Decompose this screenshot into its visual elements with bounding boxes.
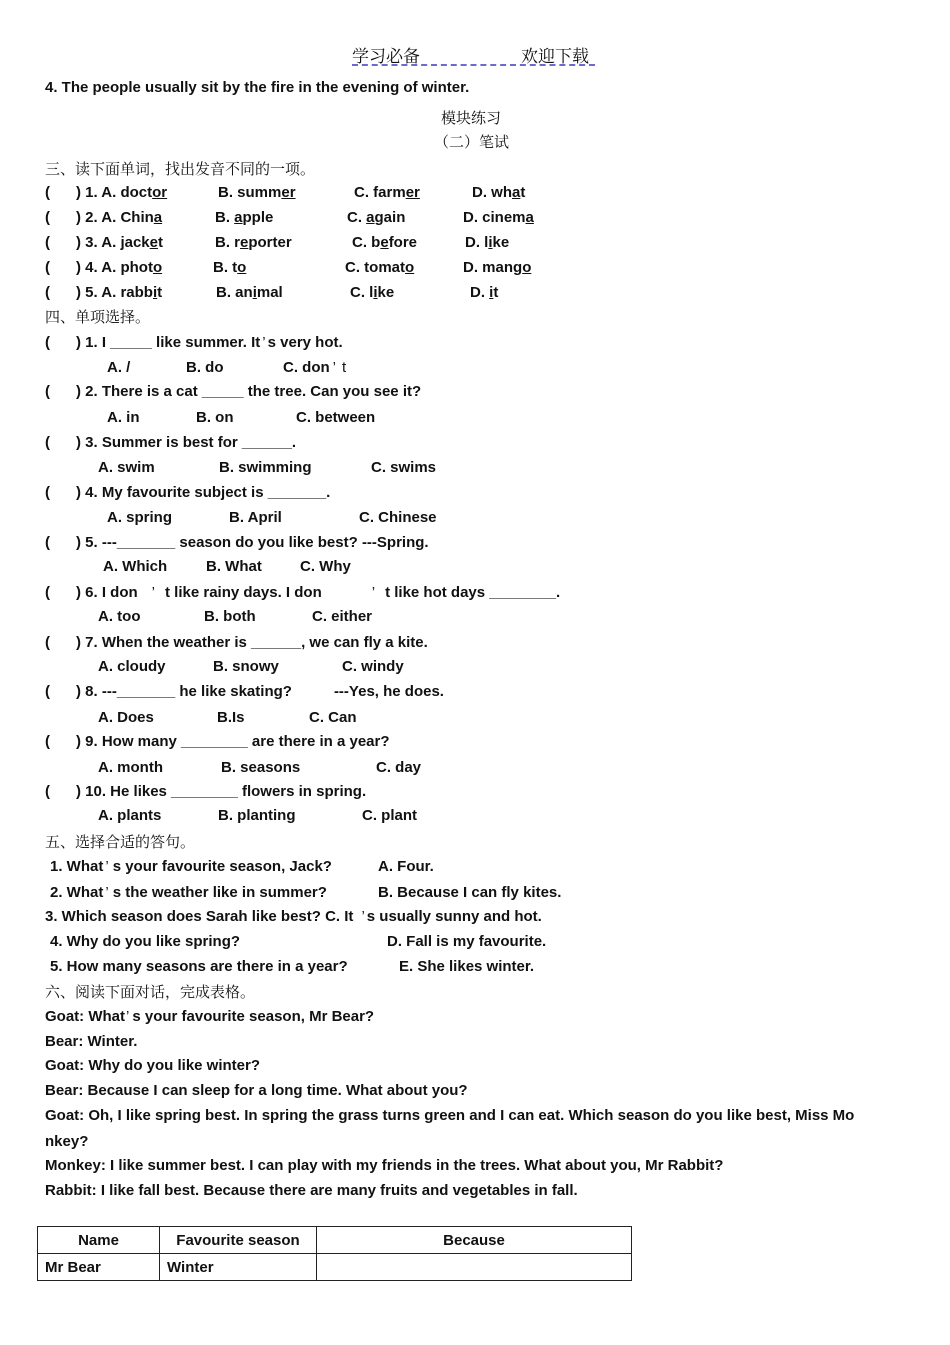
dialogue-line: Goat: Oh, I like spring best. In spring the grass turns green and I can eat. Which season do you like best, Miss Mo xyxy=(45,1107,855,1124)
option-a: ) 4. A. photo xyxy=(76,259,163,276)
question-2: ) 2. There is a cat _____ the tree. Can you see it? xyxy=(76,383,422,400)
q8-option-b: B.Is xyxy=(217,709,245,726)
cell-because[interactable] xyxy=(317,1254,632,1281)
answer-paren: ( xyxy=(45,634,50,651)
q10-option-c: C. plant xyxy=(362,807,417,824)
option-c: C. again xyxy=(347,209,406,226)
q6-option-b: B. both xyxy=(204,608,256,625)
dialogue-line: Bear: Winter. xyxy=(45,1033,138,1050)
header-right: 欢迎下载 xyxy=(521,47,589,67)
header-left: 学习必备 xyxy=(352,47,420,67)
question-5: ) 5. ---_______ season do you like best? ---Spring. xyxy=(76,534,429,551)
q10-option-a: A. plants xyxy=(98,807,162,824)
dialogue-line: Goat: Why do you like winter? xyxy=(45,1057,261,1074)
q3-option-b: B. swimming xyxy=(219,459,312,476)
option-b: B. reporter xyxy=(215,234,292,251)
q9-option-c: C. day xyxy=(376,759,422,776)
q4-option-b: B. April xyxy=(229,509,282,526)
answer-paren: ( xyxy=(45,584,50,601)
q8-option-a: A. Does xyxy=(98,709,154,726)
answer-paren: ( xyxy=(45,484,50,501)
q4-option-a: A. spring xyxy=(107,509,173,526)
answer-paren: ( xyxy=(45,434,50,451)
match-question-3: 3. Which season does Sarah like best? C. It ’ s usually sunny and hot. xyxy=(45,908,542,925)
q7-option-a: A. cloudy xyxy=(98,658,166,675)
question-3: ) 3. Summer is best for ______. xyxy=(76,434,297,451)
answer-paren: ( xyxy=(45,683,50,700)
question-7: ) 7. When the weather is ______, we can fly a kite. xyxy=(76,634,428,651)
option-c: C. tomato xyxy=(345,259,415,276)
option-a: ) 3. A. jacket xyxy=(76,234,163,251)
match-answer-d: D. Fall is my favourite. xyxy=(387,933,547,950)
option-b: B. to xyxy=(213,259,247,276)
option-c: C. like xyxy=(350,284,395,301)
dialogue-line: Goat: What’ s your favourite season, Mr Bear? xyxy=(45,1008,375,1025)
module-subtitle: （二）笔试 xyxy=(434,133,510,151)
answer-paren: ( xyxy=(45,209,50,226)
q5-option-c: C. Why xyxy=(300,558,351,575)
answer-paren: ( xyxy=(45,284,50,301)
q2-option-c: C. between xyxy=(296,409,376,426)
match-answer-a: A. Four. xyxy=(378,858,434,875)
section5-title: 五、选择合适的答句。 xyxy=(45,833,196,851)
option-d: D. what xyxy=(472,184,526,201)
q1-option-c: C. don ’ t xyxy=(283,359,347,376)
q2-option-a: A. in xyxy=(107,409,140,426)
question-6: ) 6. I don ’ t like rainy days. I don ’ t like hot days ________. xyxy=(76,584,561,601)
q7-option-c: C. windy xyxy=(342,658,404,675)
q9-option-a: A. month xyxy=(98,759,163,776)
match-answer-e: E. She likes winter. xyxy=(399,958,535,975)
option-b: B. apple xyxy=(215,209,274,226)
question-8: ) 8. ---_______ he like skating? ---Yes, he does. xyxy=(76,683,444,700)
option-b: B. animal xyxy=(216,284,283,301)
option-a: ) 2. A. China xyxy=(76,209,163,226)
answer-paren: ( xyxy=(45,733,50,750)
header-divider xyxy=(352,64,595,66)
q3-option-c: C. swims xyxy=(371,459,437,476)
question-9: ) 9. How many ________ are there in a year? xyxy=(76,733,390,750)
option-a: ) 1. A. doctor xyxy=(76,184,168,201)
match-question-4: 4. Why do you like spring? xyxy=(50,933,241,950)
section6-title: 六、阅读下面对话，完成表格。 xyxy=(45,983,256,1001)
q1-option-b: B. do xyxy=(186,359,224,376)
dialogue-line: Rabbit: I like fall best. Because there are many fruits and vegetables in fall. xyxy=(45,1182,578,1199)
header-favourite-season: Favourite season xyxy=(160,1227,317,1254)
match-question-5: 5. How many seasons are there in a year? xyxy=(50,958,348,975)
q4-option-c: C. Chinese xyxy=(359,509,437,526)
q6-option-a: A. too xyxy=(98,608,141,625)
match-question-2: 2. What ’ s the weather like in summer? xyxy=(50,884,327,901)
answer-paren: ( xyxy=(45,184,50,201)
q5-option-b: B. What xyxy=(206,558,262,575)
answer-paren: ( xyxy=(45,783,50,800)
question-1: ) 1. I _____ like summer. It ’ s very hot. xyxy=(76,334,343,351)
dialogue-line: Monkey: I like summer best. I can play with my friends in the trees. What about you, Mr Rabbit? xyxy=(45,1157,724,1174)
answer-paren: ( xyxy=(45,334,50,351)
dialogue-line: Bear: Because I can sleep for a long time. What about you? xyxy=(45,1082,468,1099)
section4-title: 四、单项选择。 xyxy=(45,308,151,326)
question-10: ) 10. He likes ________ flowers in spring. xyxy=(76,783,367,800)
q8-option-c: C. Can xyxy=(309,709,357,726)
q2-option-b: B. on xyxy=(196,409,234,426)
option-b: B. summer xyxy=(218,184,296,201)
option-c: C. before xyxy=(352,234,418,251)
answer-paren: ( xyxy=(45,383,50,400)
option-c: C. farmer xyxy=(354,184,420,201)
answer-paren: ( xyxy=(45,234,50,251)
season-table xyxy=(37,1226,632,1281)
table-header-row xyxy=(38,1227,632,1254)
module-title: 模块练习 xyxy=(441,109,502,127)
question-4: ) 4. My favourite subject is _______. xyxy=(76,484,331,501)
q3-option-a: A. swim xyxy=(98,459,155,476)
match-answer-b: B. Because I can fly kites. xyxy=(378,884,562,901)
q10-option-b: B. planting xyxy=(218,807,296,824)
cell-season: Winter xyxy=(160,1254,317,1281)
q9-option-b: B. seasons xyxy=(221,759,301,776)
q1-option-a: A. / xyxy=(107,359,131,376)
q6-option-c: C. either xyxy=(312,608,373,625)
match-question-1: 1. What ’ s your favourite season, Jack? xyxy=(50,858,332,875)
q5-option-a: A. Which xyxy=(103,558,168,575)
cell-name: Mr Bear xyxy=(38,1254,160,1281)
header-name: Name xyxy=(38,1227,160,1254)
header-because: Because xyxy=(317,1227,632,1254)
dialogue-line: nkey? xyxy=(45,1133,89,1150)
option-d: D. it xyxy=(470,284,499,301)
answer-paren: ( xyxy=(45,259,50,276)
option-d: D. like xyxy=(465,234,510,251)
top-line: 4. The people usually sit by the fire in the evening of winter. xyxy=(45,79,470,96)
option-d: D. cinema xyxy=(463,209,534,226)
section3-title: 三、读下面单词，找出发音不同的一项。 xyxy=(45,160,316,178)
option-d: D. mango xyxy=(463,259,532,276)
option-a: ) 5. A. rabbit xyxy=(76,284,163,301)
table-row xyxy=(38,1254,632,1281)
answer-paren: ( xyxy=(45,534,50,551)
q7-option-b: B. snowy xyxy=(213,658,279,675)
